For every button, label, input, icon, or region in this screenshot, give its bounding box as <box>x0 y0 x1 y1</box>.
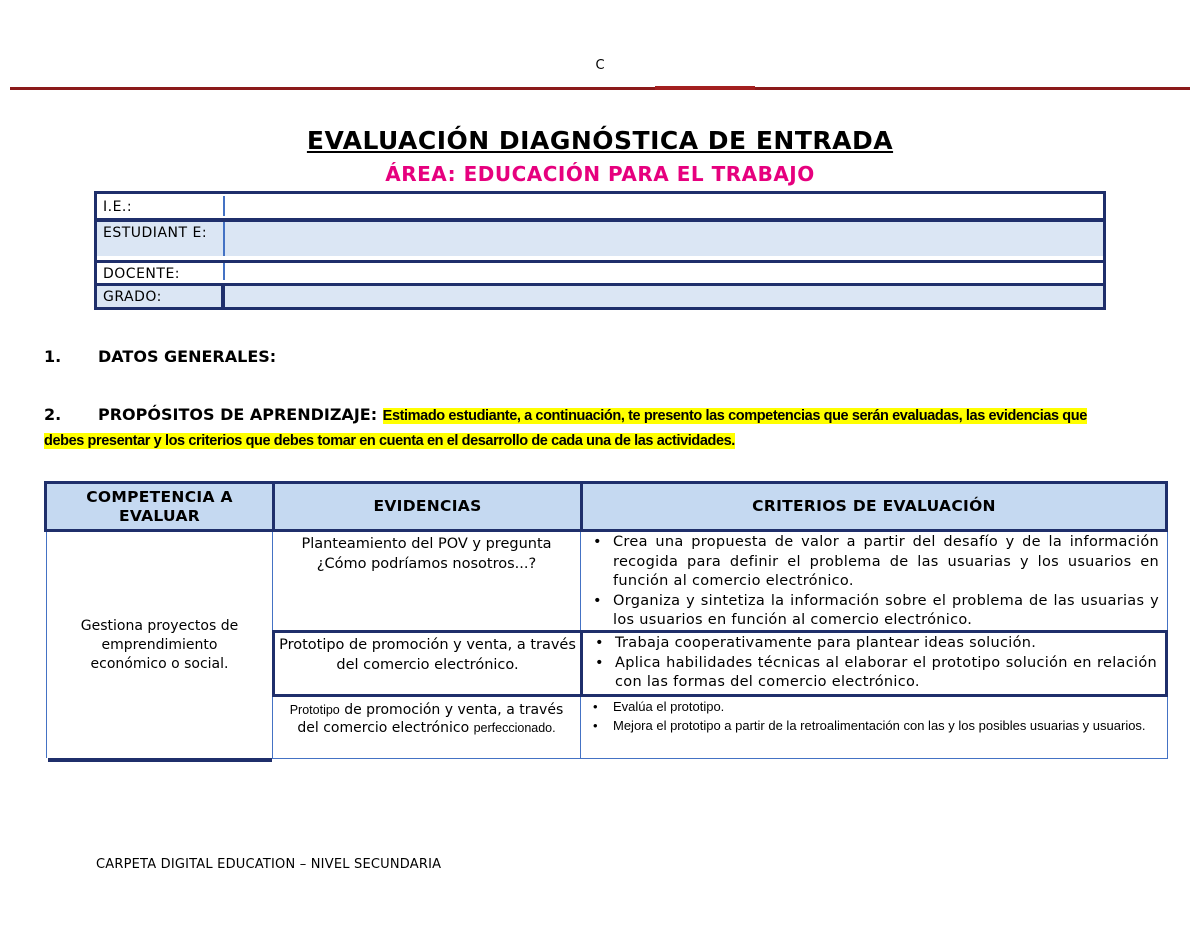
criteria-cell <box>583 633 1165 694</box>
criteria-item: • Crea una propuesta de valor a partir del desafío y de la información recogida para definir el problema de las usuarias y los usuarios en función al comercio electrónico. <box>591 533 1159 592</box>
competencia-bottom-border <box>48 758 272 762</box>
highlighted-instructions: Estimado estudiante, a continuación, te presento las competencias que serán evaluadas, las evidencias que debes presentar y los criterios que debes tomar en cuenta en el desarrollo de cada una de las actividades. <box>44 408 1087 449</box>
criteria-cell <box>581 532 1167 630</box>
criteria-item: • Aplica habilidades técnicas al elaborar el prototipo solución en relación con las formas del comercio electrónico. <box>593 654 1157 693</box>
section-number: 2. <box>44 405 62 424</box>
page-subtitle: ÁREA: EDUCACIÓN PARA EL TRABAJO <box>385 162 815 186</box>
info-row-docente <box>97 260 1103 280</box>
info-value-docente[interactable] <box>225 263 1103 280</box>
evidence-text-c: perfeccionado. <box>473 721 556 735</box>
page-footer: CARPETA DIGITAL EDUCATION – NIVEL SECUNDARIA <box>96 857 442 872</box>
info-label-docente: DOCENTE: <box>97 263 225 280</box>
info-value-grado[interactable] <box>225 286 1103 307</box>
header-competencia: COMPETENCIA A EVALUAR <box>47 484 275 529</box>
table-row <box>272 697 1168 759</box>
info-table <box>94 191 1106 310</box>
info-label-estudiante: ESTUDIANT E: <box>97 222 225 256</box>
criteria-cell <box>581 697 1167 758</box>
info-label-grado: GRADO: <box>97 286 225 307</box>
table-header <box>44 481 1168 532</box>
evidence-text-a: Prototipo <box>289 703 340 717</box>
header-mark: C <box>595 58 605 73</box>
section-heading: DATOS GENERALES: <box>98 347 277 366</box>
competencia-cell: Gestiona proyectos de emprendimiento económico o social. <box>46 532 272 758</box>
section-propositos <box>44 403 1124 453</box>
info-row-estudiante <box>97 218 1103 256</box>
info-row-grado <box>97 283 1103 307</box>
evidence-cell: Planteamiento del POV y pregunta ¿Cómo podríamos nosotros...? <box>273 532 581 630</box>
criteria-item: • Organiza y sintetiza la información sobre el problema de las usuarias y los usuarios en función al comercio electrónico. <box>591 592 1159 631</box>
info-value-ie[interactable] <box>225 196 1103 216</box>
criteria-item: • Mejora el prototipo a partir de la retroalimentación con las y los posibles usuarias y usuarios. <box>591 716 1159 735</box>
header-evidencias: EVIDENCIAS <box>275 484 583 529</box>
info-row-ie <box>97 196 1103 216</box>
evidence-cell <box>273 697 581 758</box>
evidence-text-b: de promoción y venta, a través del comercio electrónico <box>297 702 564 736</box>
criteria-item: • Evalúa el prototipo. <box>591 697 1159 716</box>
criteria-item: • Trabaja cooperativamente para plantear ideas solución. <box>593 634 1157 654</box>
info-label-ie: I.E.: <box>97 196 225 216</box>
table-row <box>272 630 1168 697</box>
table-row <box>272 532 1168 630</box>
section-datos-generales <box>44 347 276 366</box>
evidence-cell: Prototipo de promoción y venta, a través del comercio electrónico. <box>275 633 583 694</box>
page-title: EVALUACIÓN DIAGNÓSTICA DE ENTRADA <box>306 126 894 155</box>
section-heading: PROPÓSITOS DE APRENDIZAJE: <box>98 405 378 424</box>
header-rule-accent <box>655 86 755 90</box>
header-criterios: CRITERIOS DE EVALUACIÓN <box>752 497 996 515</box>
section-number: 1. <box>44 347 62 366</box>
info-value-estudiante[interactable] <box>225 222 1103 256</box>
competencies-table <box>44 481 1168 763</box>
header-rule <box>10 87 1190 90</box>
